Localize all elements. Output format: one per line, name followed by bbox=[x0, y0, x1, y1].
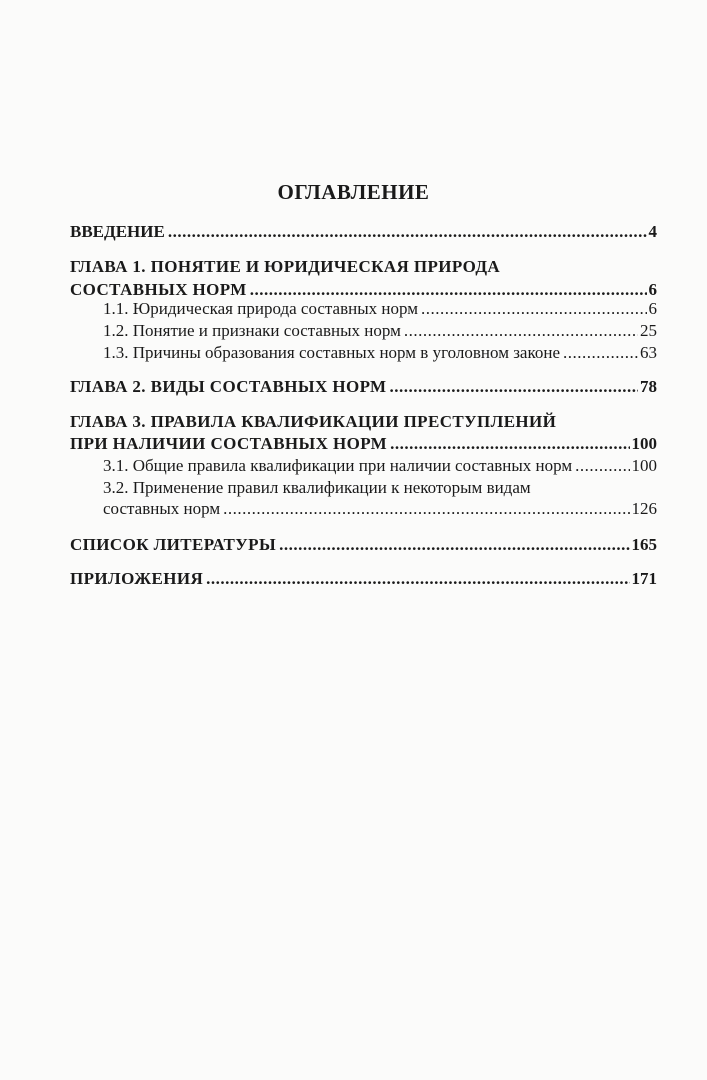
leader-dots bbox=[421, 298, 647, 320]
toc-entry-page: 171 bbox=[631, 569, 657, 588]
toc-entry-page: 4 bbox=[648, 222, 657, 241]
toc-entry-chapter-3[interactable] bbox=[70, 433, 657, 455]
toc-entry-page: 100 bbox=[631, 456, 657, 475]
page-title: ОГЛАВЛЕНИЕ bbox=[277, 180, 430, 204]
toc-entry-references[interactable] bbox=[70, 534, 657, 556]
toc-entry-page: 63 bbox=[640, 343, 657, 362]
toc-entry-page: 6 bbox=[648, 280, 657, 299]
toc-entry-label: 1.2. Понятие и признаки составных норм bbox=[103, 321, 401, 340]
leader-dots bbox=[389, 376, 638, 398]
leader-dots bbox=[168, 221, 647, 243]
toc-entry-section-3-1[interactable] bbox=[103, 455, 657, 477]
toc-entry-page: 100 bbox=[631, 434, 657, 453]
toc-entry-label: ВВЕДЕНИЕ bbox=[70, 222, 165, 241]
toc-entry-label: 3.1. Общие правила квалификации при наличии составных норм bbox=[103, 456, 573, 475]
toc-chapter-1-title-line1[interactable]: ГЛАВА 1. ПОНЯТИЕ И ЮРИДИЧЕСКАЯ ПРИРОДА bbox=[70, 257, 501, 276]
toc-entry-label: 1.3. Причины образования составных норм в уголовном законе bbox=[103, 343, 560, 362]
toc-entry-section-1-2[interactable] bbox=[103, 320, 657, 342]
toc-entry-page: 126 bbox=[631, 499, 657, 518]
toc-entry-section-1-3[interactable] bbox=[103, 342, 657, 364]
toc-entry-label: ГЛАВА 2. ВИДЫ СОСТАВНЫХ НОРМ bbox=[70, 377, 387, 396]
toc-entry-label: СПИСОК ЛИТЕРАТУРЫ bbox=[70, 535, 277, 554]
leader-dots bbox=[390, 433, 629, 455]
toc-entry-label: СОСТАВНЫХ НОРМ bbox=[70, 280, 247, 299]
leader-dots bbox=[575, 455, 629, 477]
toc-entry-page: 78 bbox=[640, 377, 657, 396]
leader-dots bbox=[279, 534, 629, 556]
toc-chapter-3-title-line1[interactable]: ГЛАВА 3. ПРАВИЛА КВАЛИФИКАЦИИ ПРЕСТУПЛЕНИЙ bbox=[70, 412, 557, 431]
toc-entry-label: ПРИЛОЖЕНИЯ bbox=[70, 569, 204, 588]
toc-entry-page: 165 bbox=[631, 535, 657, 554]
toc-entry-chapter-2[interactable] bbox=[70, 376, 657, 398]
toc-entry-page: 25 bbox=[640, 321, 657, 340]
leader-dots bbox=[563, 342, 638, 364]
leader-dots bbox=[223, 498, 629, 520]
leader-dots bbox=[404, 320, 638, 342]
toc-entry-intro[interactable] bbox=[70, 221, 657, 243]
toc-entry-section-1-1[interactable] bbox=[103, 298, 657, 320]
toc-section-3-2-title-line1[interactable]: 3.2. Применение правил квалификации к некоторым видам bbox=[103, 478, 531, 497]
toc-entry-label: составных норм bbox=[103, 499, 221, 518]
toc-entry-section-3-2[interactable] bbox=[103, 498, 657, 520]
leader-dots bbox=[206, 568, 629, 590]
toc-entry-label: 1.1. Юридическая природа составных норм bbox=[103, 299, 418, 318]
toc-entry-appendices[interactable] bbox=[70, 568, 657, 590]
toc-entry-page: 6 bbox=[648, 299, 657, 318]
toc-entry-label: ПРИ НАЛИЧИИ СОСТАВНЫХ НОРМ bbox=[70, 434, 388, 453]
